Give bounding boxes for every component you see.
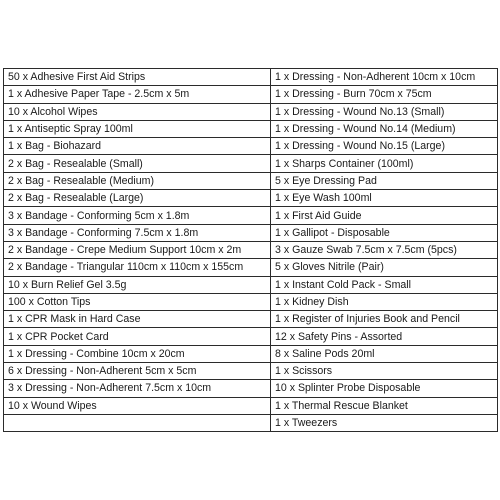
right-item: 1 x Sharps Container (100ml) [271, 155, 498, 172]
left-item: 1 x Antiseptic Spray 100ml [4, 120, 271, 137]
table-row [4, 86, 498, 103]
kit-contents-body [4, 69, 498, 432]
left-item: 3 x Dressing - Non-Adherent 7.5cm x 10cm [4, 380, 271, 397]
left-item: 3 x Bandage - Conforming 5cm x 1.8m [4, 207, 271, 224]
table-row [4, 293, 498, 310]
left-item: 10 x Wound Wipes [4, 397, 271, 414]
right-item: 1 x Scissors [271, 363, 498, 380]
table-row [4, 276, 498, 293]
right-item: 1 x Kidney Dish [271, 293, 498, 310]
left-item: 6 x Dressing - Non-Adherent 5cm x 5cm [4, 363, 271, 380]
left-item: 1 x Adhesive Paper Tape - 2.5cm x 5m [4, 86, 271, 103]
table-row [4, 172, 498, 189]
right-item: 1 x Gallipot - Disposable [271, 224, 498, 241]
right-item: 12 x Safety Pins - Assorted [271, 328, 498, 345]
right-item: 1 x Instant Cold Pack - Small [271, 276, 498, 293]
left-item: 2 x Bag - Resealable (Large) [4, 190, 271, 207]
right-item: 5 x Gloves Nitrile (Pair) [271, 259, 498, 276]
right-item: 1 x Dressing - Wound No.13 (Small) [271, 103, 498, 120]
table-row [4, 328, 498, 345]
left-item-empty [4, 414, 271, 431]
right-item: 1 x Dressing - Non-Adherent 10cm x 10cm [271, 69, 498, 86]
left-item: 10 x Alcohol Wipes [4, 103, 271, 120]
table-row [4, 345, 498, 362]
left-item: 3 x Bandage - Conforming 7.5cm x 1.8m [4, 224, 271, 241]
table-row [4, 138, 498, 155]
table-row [4, 311, 498, 328]
table-row [4, 120, 498, 137]
left-item: 10 x Burn Relief Gel 3.5g [4, 276, 271, 293]
right-item: 1 x Tweezers [271, 414, 498, 431]
kit-contents-table [3, 68, 498, 432]
right-item: 1 x Dressing - Burn 70cm x 75cm [271, 86, 498, 103]
right-item: 5 x Eye Dressing Pad [271, 172, 498, 189]
left-item: 1 x Dressing - Combine 10cm x 20cm [4, 345, 271, 362]
left-item: 2 x Bandage - Crepe Medium Support 10cm x 2m [4, 241, 271, 258]
table-row [4, 363, 498, 380]
right-item: 8 x Saline Pods 20ml [271, 345, 498, 362]
table-row [4, 103, 498, 120]
table-row [4, 224, 498, 241]
right-item: 1 x Eye Wash 100ml [271, 190, 498, 207]
left-item: 2 x Bag - Resealable (Medium) [4, 172, 271, 189]
right-item: 1 x First Aid Guide [271, 207, 498, 224]
left-item: 1 x Bag - Biohazard [4, 138, 271, 155]
left-item: 50 x Adhesive First Aid Strips [4, 69, 271, 86]
table-row [4, 241, 498, 258]
left-item: 2 x Bag - Resealable (Small) [4, 155, 271, 172]
table-row [4, 207, 498, 224]
left-item: 1 x CPR Pocket Card [4, 328, 271, 345]
right-item: 1 x Dressing - Wound No.15 (Large) [271, 138, 498, 155]
table-row [4, 259, 498, 276]
left-item: 100 x Cotton Tips [4, 293, 271, 310]
table-row [4, 155, 498, 172]
table-row [4, 190, 498, 207]
right-item: 1 x Dressing - Wound No.14 (Medium) [271, 120, 498, 137]
right-item: 1 x Register of Injuries Book and Pencil [271, 311, 498, 328]
contents-sheet [3, 68, 497, 432]
table-row [4, 69, 498, 86]
left-item: 2 x Bandage - Triangular 110cm x 110cm x 155cm [4, 259, 271, 276]
right-item: 3 x Gauze Swab 7.5cm x 7.5cm (5pcs) [271, 241, 498, 258]
table-row [4, 414, 498, 431]
left-item: 1 x CPR Mask in Hard Case [4, 311, 271, 328]
right-item: 1 x Thermal Rescue Blanket [271, 397, 498, 414]
table-row [4, 397, 498, 414]
right-item: 10 x Splinter Probe Disposable [271, 380, 498, 397]
table-row [4, 380, 498, 397]
